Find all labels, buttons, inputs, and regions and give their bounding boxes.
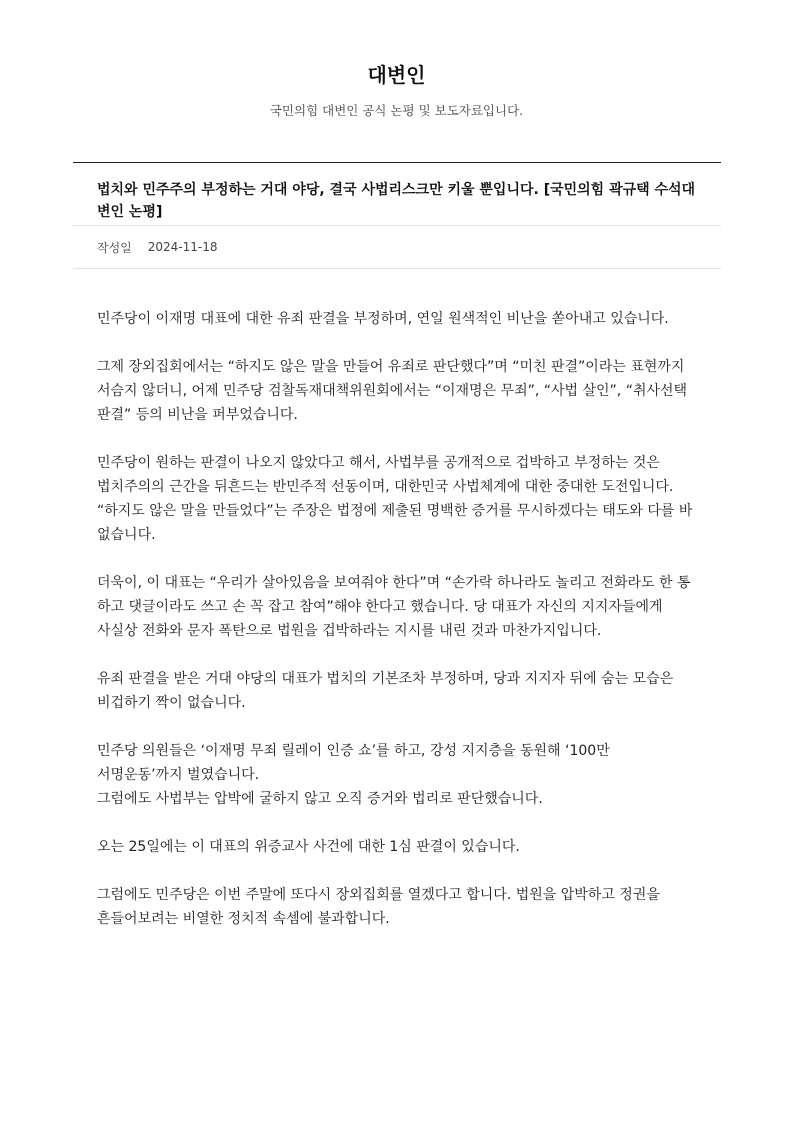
- article-paragraph: 민주당이 이재명 대표에 대한 유죄 판결을 부정하며, 연일 원색적인 비난을 쏟아내고 있습니다.: [97, 311, 669, 327]
- article-paragraph: 민주당 의원들은 ‘이재명 무죄 릴레이 인증 쇼’를 하고, 강성 지지층을 동원해 ‘100만 서명운동’까지 벌였습니다. 그럼에도 사법부는 압박에 굴하지 않고 오직 증거와 법리로 판단했습니다.: [97, 743, 610, 807]
- article-paragraph: 더욱이, 이 대표는 “우리가 살아있음을 보여줘야 한다”며 “손가락 하나라도 놀리고 전화라도 한 통 하고 댓글이라도 쓰고 손 꼭 잡고 참여”해야 한다고 했습니다. 당 대표가 자신의 지지자들에게 사실상 전화와 문자 폭탄으로 법원을 겁박하라는 지시를 내린 것과 마찬가지입니다.: [97, 575, 691, 639]
- article-paragraph: 그제 장외집회에서는 “하지도 않은 말을 만들어 유죄로 판단했다”며 “미친 판결”이라는 표현까지 서슴지 않더니, 어제 민주당 검찰독재대책위원회에서는 “이재명은 무죄”, “사법 살인”, “취사선택 판결” 등의 비난을 퍼부었습니다.: [97, 359, 688, 423]
- article-body: [73, 269, 721, 931]
- article-title: 법치와 민주주의 부정하는 거대 야당, 결국 사법리스크만 키울 뿐입니다. [국민의힘 곽규택 수석대변인 논평]: [97, 182, 696, 220]
- site-header: [0, 0, 793, 120]
- article-meta: [73, 226, 721, 268]
- date-label: 작성일: [97, 240, 132, 255]
- article-paragraph: 민주당이 원하는 판결이 나오지 않았다고 해서, 사법부를 공개적으로 겁박하고 부정하는 것은 법치주의의 근간을 뒤흔드는 반민주적 선동이며, 대한민국 사법체계에 대한 중대한 도전입니다. “하지도 않은 말을 만들었다”는 주장은 법정에 제출된 명백한 증거를 무시하겠다는 태도와 다를 바 없습니다.: [97, 455, 693, 543]
- publish-date: 2024-11-18: [147, 240, 218, 254]
- article-paragraph: 그럼에도 민주당은 이번 주말에 또다시 장외집회를 열겠다고 합니다. 법원을 압박하고 정권을 흔들어보려는 비열한 정치적 속셈에 불과합니다.: [97, 887, 660, 927]
- site-subtitle: 국민의힘 대변인 공식 논평 및 보도자료입니다.: [269, 103, 524, 118]
- article-paragraph: 오는 25일에는 이 대표의 위증교사 사건에 대한 1심 판결이 있습니다.: [97, 839, 520, 855]
- site-title: 대변인: [367, 63, 426, 87]
- article: [73, 162, 721, 955]
- article-paragraph: 유죄 판결을 받은 거대 야당의 대표가 법치의 기본조차 부정하며, 당과 지지자 뒤에 숨는 모습은 비겁하기 짝이 없습니다.: [97, 671, 674, 711]
